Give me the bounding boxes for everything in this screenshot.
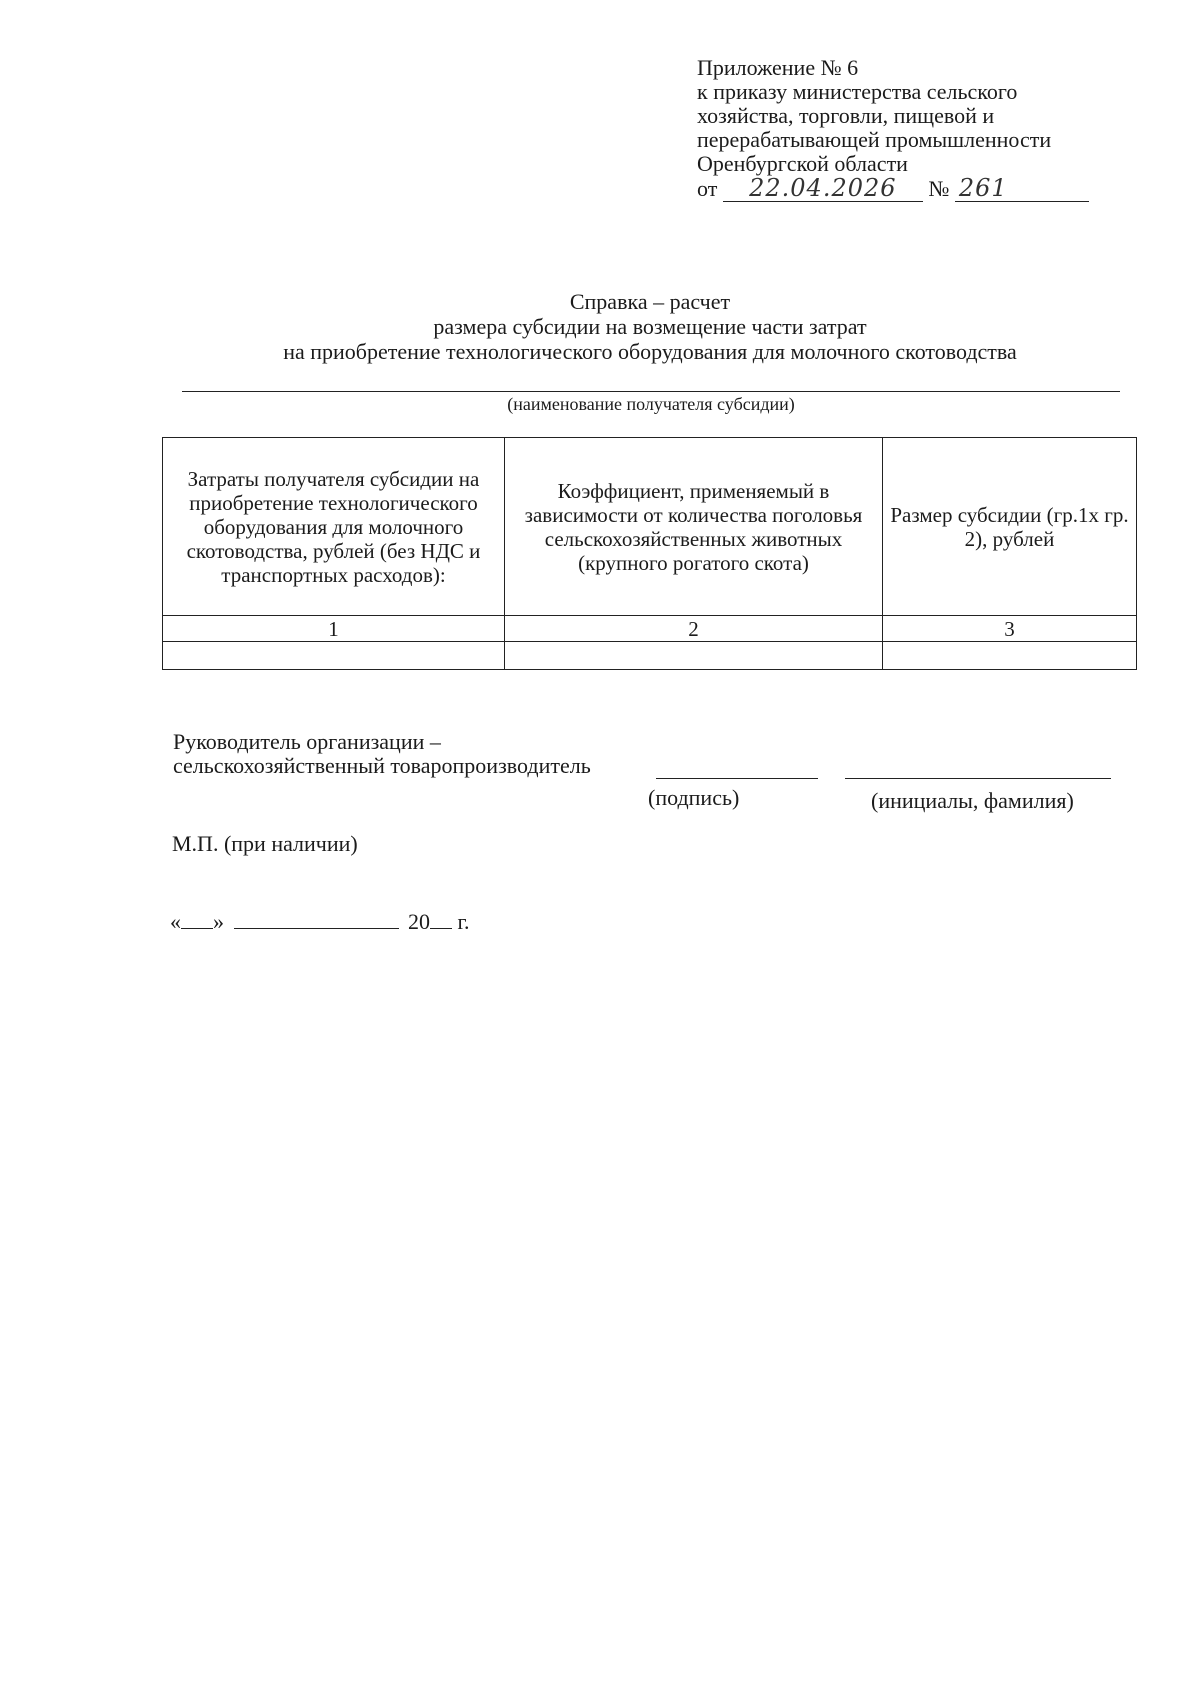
day-blank (181, 928, 213, 929)
close-quote: » (213, 909, 224, 934)
date-prefix: от (697, 176, 718, 201)
header-cell-costs: Затраты получателя субсидии на приобретение технологического оборудования для молочного скотоводства, рублей (без НДС и транспортных расходов): (163, 438, 505, 616)
signature-date-row (170, 910, 470, 934)
appendix-industry-line: перерабатывающей промышленности (697, 127, 1052, 152)
header-cell-coefficient: Коэффициент, применяемый в зависимости от количества поголовья сельскохозяйственных животных (крупного рогатого скота) (505, 438, 883, 616)
appendix-number: Приложение № 6 (697, 55, 859, 80)
table-cell-costs (163, 642, 505, 670)
year-blank (430, 928, 452, 929)
doc-title-line2: размера субсидии на возмещение части затрат (433, 314, 867, 339)
recipient-caption: (наименование получателя субсидии) (507, 394, 795, 414)
table-header-row (163, 438, 1137, 616)
signature-caption: (подпись) (648, 785, 740, 810)
stamp-note: М.П. (при наличии) (172, 831, 358, 856)
handwritten-number-field (955, 176, 1089, 202)
number-prefix: № (928, 176, 950, 201)
table-row (163, 642, 1137, 670)
column-number-2: 2 (505, 616, 883, 642)
recipient-name-line (182, 391, 1120, 392)
signature-line (656, 778, 818, 779)
handwritten-number: 261 (958, 174, 1008, 202)
appendix-date-row (697, 176, 1089, 202)
handwritten-date-field (723, 176, 923, 202)
doc-title-line3: на приобретение технологического оборудования для молочного скотоводства (283, 339, 1017, 364)
column-number-3: 3 (883, 616, 1137, 642)
header-cell-subsidy: Размер субсидии (гр.1х гр. 2), рублей (883, 438, 1137, 616)
year-prefix: 20 (408, 909, 430, 934)
year-suffix: г. (457, 909, 470, 934)
appendix-region-line: Оренбургской области (697, 151, 908, 176)
open-quote: « (170, 909, 181, 934)
calculation-table (162, 437, 1137, 670)
table-cell-subsidy (883, 642, 1137, 670)
month-blank (234, 928, 399, 929)
initials-surname-caption: (инициалы, фамилия) (871, 788, 1074, 813)
initials-surname-line (845, 778, 1111, 779)
handwritten-date: 22.04.2026 (749, 174, 897, 202)
table-column-number-row (163, 616, 1137, 642)
table-cell-coefficient (505, 642, 883, 670)
signatory-title-line1: Руководитель организации – (173, 729, 441, 754)
column-number-1: 1 (163, 616, 505, 642)
appendix-ministry-line: хозяйства, торговли, пищевой и (697, 103, 995, 128)
doc-title-line1: Справка – расчет (569, 289, 731, 314)
appendix-order-line: к приказу министерства сельского (697, 79, 1018, 104)
signatory-title-line2: сельскохозяйственный товаропроизводитель (173, 753, 591, 778)
